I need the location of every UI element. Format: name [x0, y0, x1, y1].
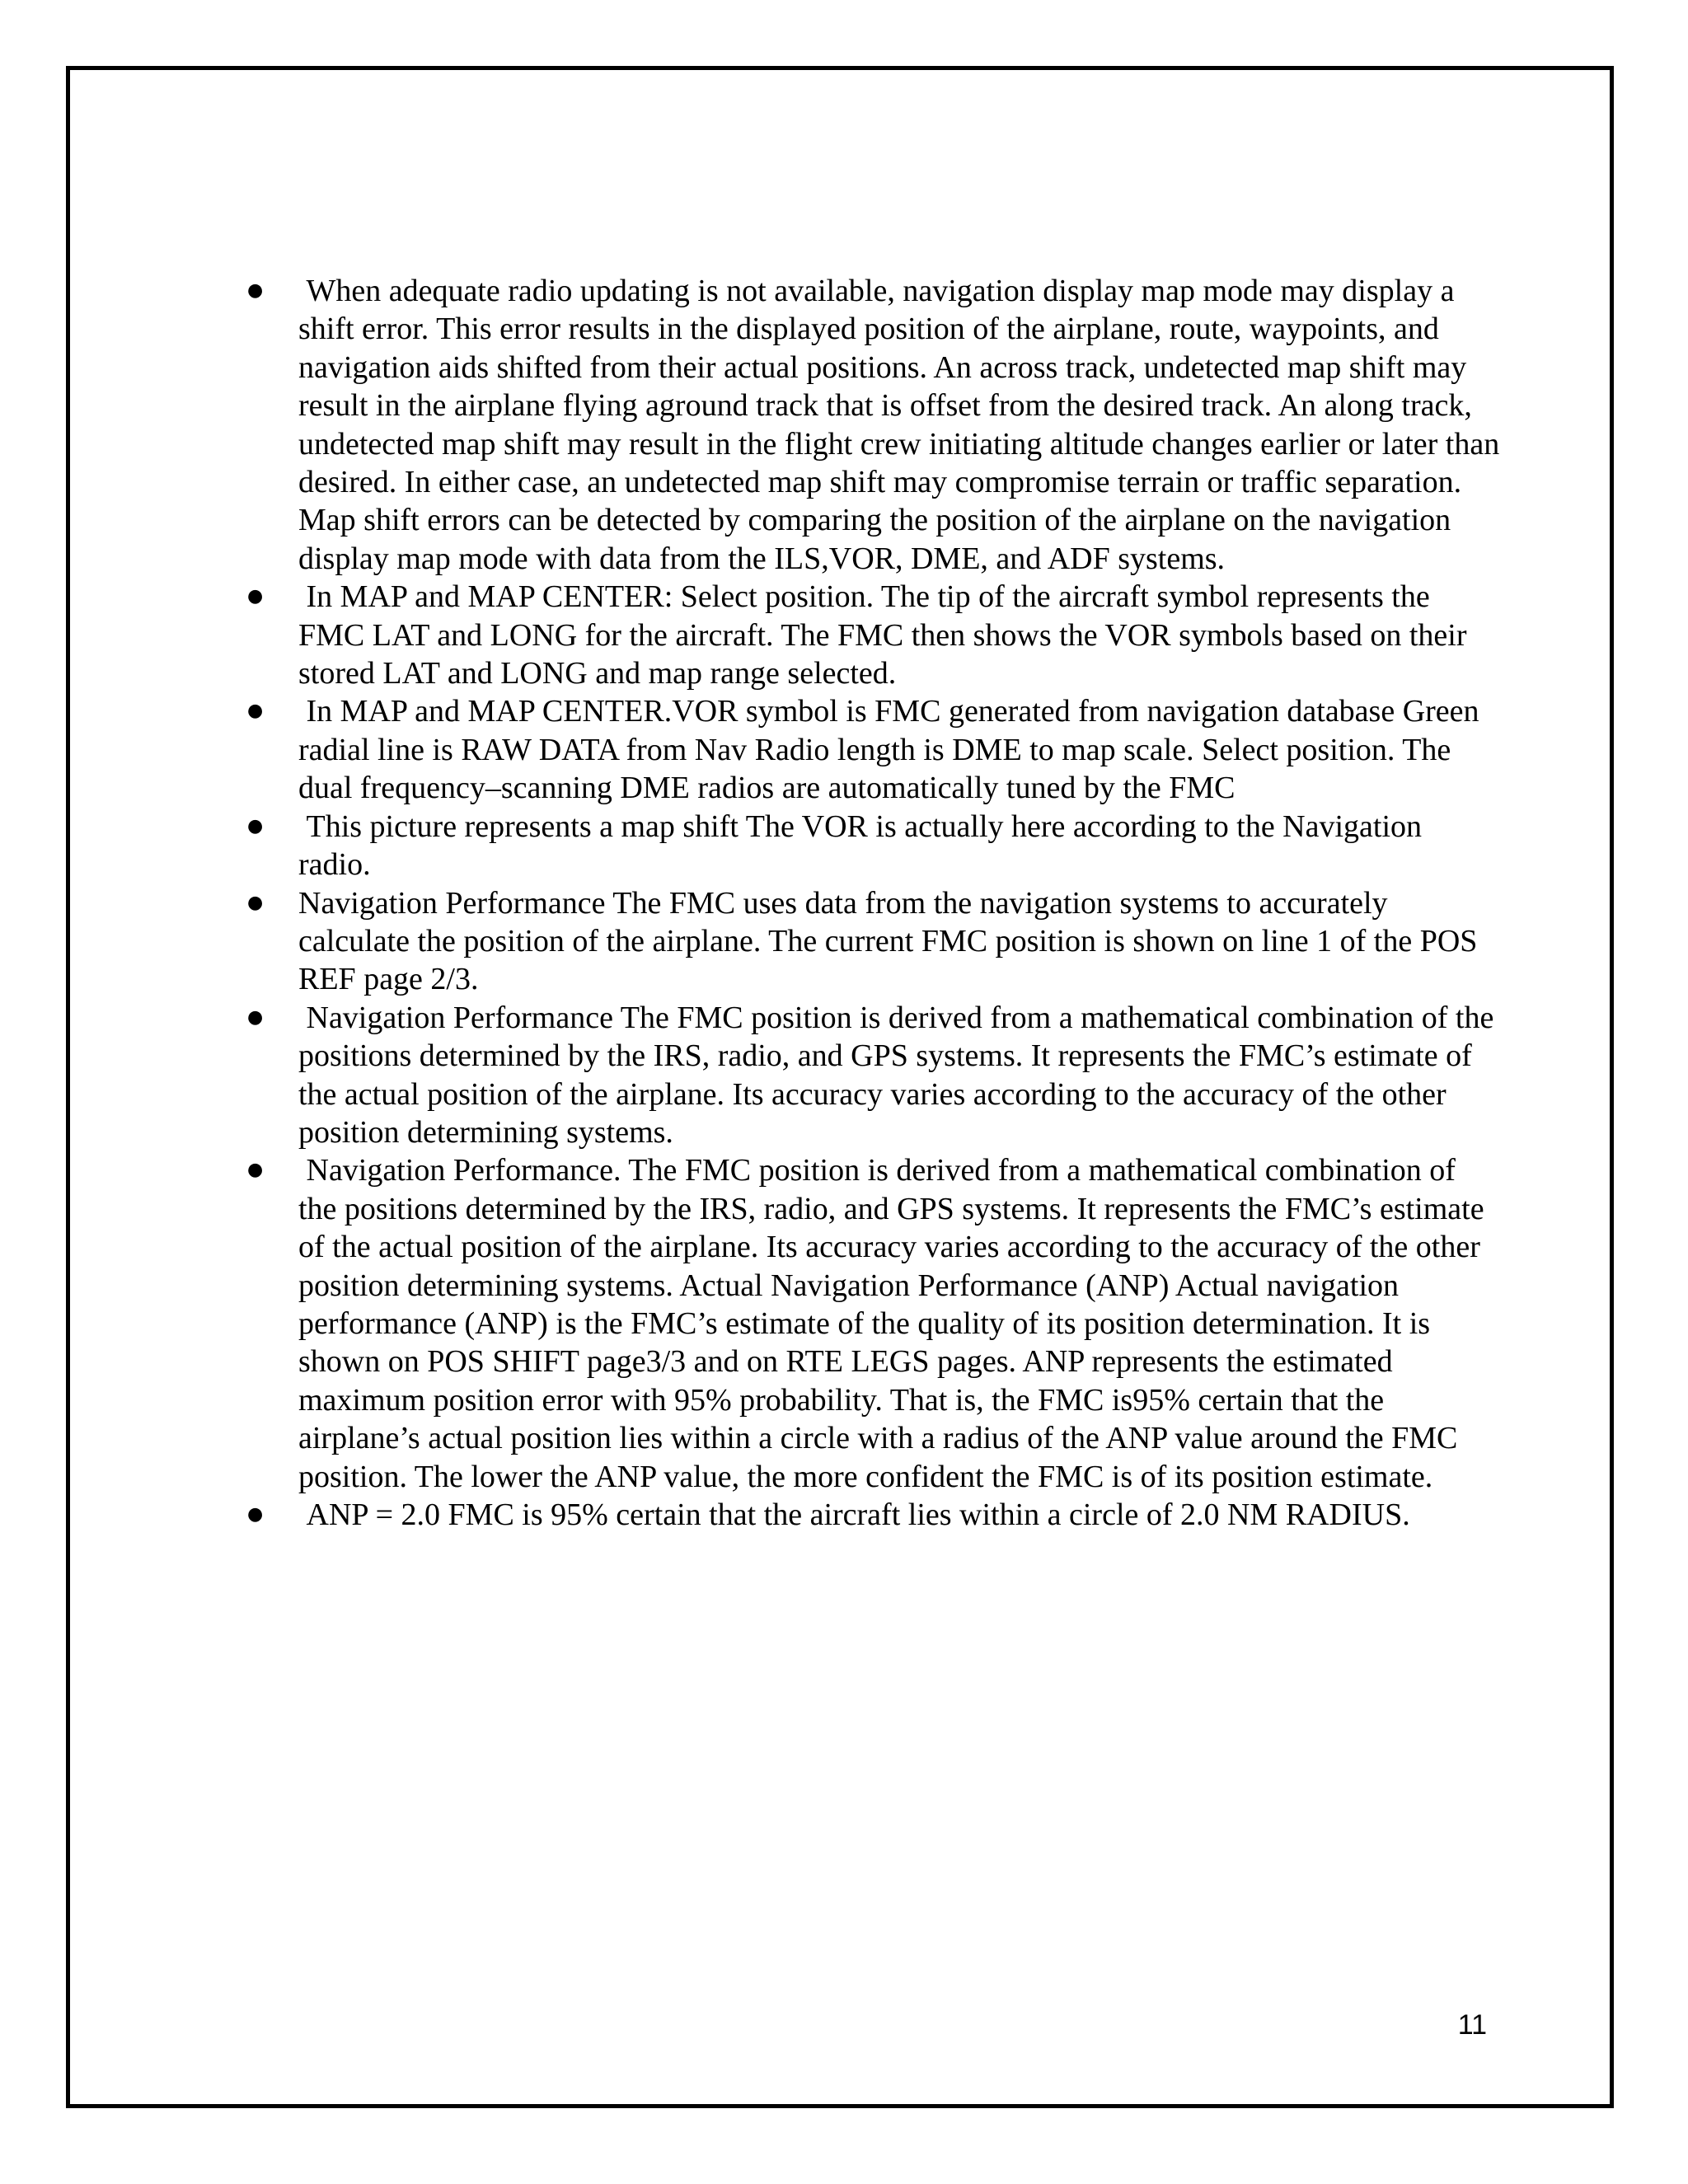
list-item	[239, 808, 1500, 884]
document-body	[239, 272, 1507, 1534]
bullet-icon: ●	[247, 1160, 264, 1181]
list-item-text: Navigation Performance. The FMC position is derived from a mathematical combination of the positions determined by the IRS, radio, and GPS systems. It represents the FMC’s estimate of the actual position of the airplane. Its accuracy varies according to the accuracy of the other position determining systems. Actual Navigation Performance (ANP) Actual navigation performance (ANP) is the FMC’s estimate of the quality of its position determination. It is shown on POS SHIFT page3/3 and on RTE LEGS pages. ANP represents the estimated maximum position error with 95% probability. That is, the FMC is95% certain that the airplane’s actual position lies within a circle with a radius of the ANP value around the FMC position. The lower the ANP value, the more confident the FMC is of its position estimate.	[298, 1153, 1493, 1494]
list-item	[239, 578, 1500, 692]
page-number: 11	[1457, 2009, 1487, 2041]
bullet-icon: ●	[247, 1006, 264, 1028]
list-item-text: Navigation Performance The FMC uses data from the navigation systems to accurately calculate the position of the airplane. The current FMC position is shown on line 1 of the POS REF page 2/3.	[298, 885, 1485, 997]
bullet-icon: ●	[247, 280, 264, 301]
list-item-text: When adequate radio updating is not available, navigation display map mode may display a shift error. This error results in the displayed position of the airplane, route, waypoints, and navigation aids shifted from their actual positions. An across track, undetected map shift may result in the airplane flying aground track that is offset from the desired track. An along track, undetected map shift may result in the flight crew initiating altitude changes earlier or later than desired. In either case, an undetected map shift may compromise terrain or traffic separation. Map shift errors can be detected by comparing the position of the airplane on the navigation display map mode with data from the ILS,VOR, DME, and ADF systems.	[298, 274, 1507, 576]
bullet-icon: ●	[247, 701, 264, 722]
list-item	[239, 272, 1507, 578]
list-item	[239, 999, 1500, 1152]
list-item	[239, 884, 1500, 999]
list-item-text: Navigation Performance The FMC position is derived from a mathematical combination of the positions determined by the IRS, radio, and GPS systems. It represents the FMC’s estimate of the actual position of the airplane. Its accuracy varies according to the accuracy of the other position determining systems.	[298, 1000, 1502, 1150]
list-item-text: In MAP and MAP CENTER: Select position. The tip of the aircraft symbol represents the FMC LAT and LONG for the aircraft. The FMC then shows the VOR symbols based on their stored LAT and LONG and map range selected.	[298, 579, 1475, 691]
list-item	[239, 692, 1500, 807]
list-item-text: This picture represents a map shift The VOR is actually here according to the Navigation radio.	[298, 808, 1430, 883]
bullet-icon: ●	[247, 586, 264, 607]
list-item	[239, 1496, 1500, 1534]
list-item	[239, 1151, 1500, 1496]
bullet-list	[239, 272, 1507, 1534]
list-item-text: In MAP and MAP CENTER.VOR symbol is FMC generated from navigation database Green radial line is RAW DATA from Nav Radio length is DME to map scale. Select position. The dual frequency–scanning DME radios are automatically tuned by the FMC	[298, 694, 1488, 806]
bullet-icon: ●	[247, 892, 264, 913]
list-item-text: ANP = 2.0 FMC is 95% certain that the aircraft lies within a circle of 2.0 NM RADIUS.	[298, 1497, 1410, 1532]
bullet-icon: ●	[247, 1504, 264, 1525]
bullet-icon: ●	[247, 815, 264, 837]
